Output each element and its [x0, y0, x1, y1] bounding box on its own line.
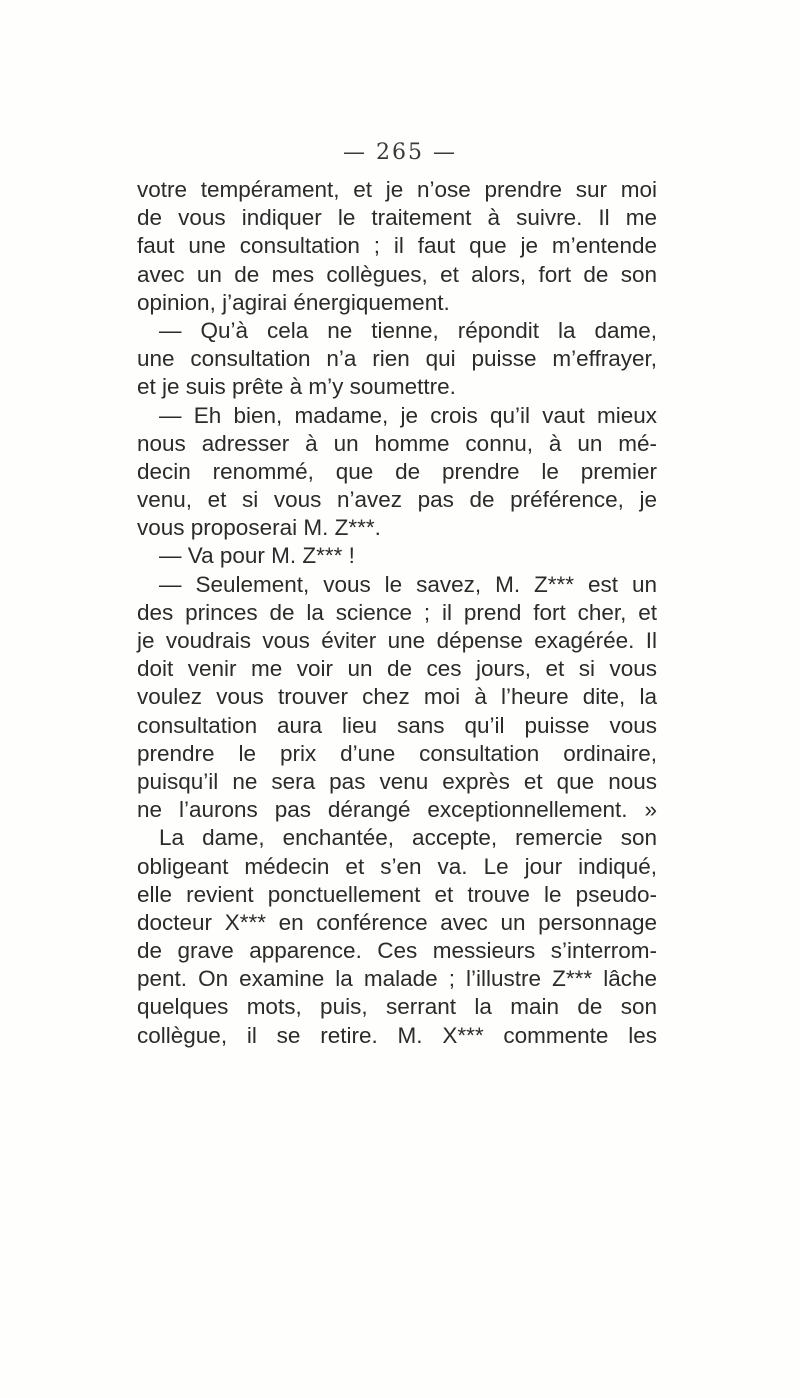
text-line: pent. On examine la malade ; l’illustre Z*** lâche [137, 966, 657, 992]
text-line: venu, et si vous n’avez pas de préférence, je [137, 487, 657, 513]
text-line: doit venir me voir un de ces jours, et si vous [137, 656, 657, 682]
text-line: et je suis prête à m’y soumettre. [137, 374, 456, 400]
text-line: quelques mots, puis, serrant la main de son [137, 994, 657, 1020]
text-line: ne l’aurons pas dérangé exceptionnellement. » [137, 797, 657, 823]
text-line: — Qu’à cela ne tienne, répondit la dame, [159, 317, 657, 343]
text-line: puisqu’il ne sera pas venu exprès et que nous [137, 768, 657, 794]
text-line: voulez vous trouver chez moi à l’heure dite, la [137, 684, 657, 710]
body-text [137, 176, 657, 1050]
text-line: — Seulement, vous le savez, M. Z*** est un [159, 571, 657, 597]
text-line: une consultation n’a rien qui puisse m’effrayer, [137, 346, 657, 372]
text-line: opinion, j’agirai énergiquement. [137, 289, 450, 315]
text-line: avec un de mes collègues, et alors, fort de son [137, 261, 657, 287]
text-line: — Va pour M. Z*** ! [159, 543, 355, 569]
text-line: des princes de la science ; il prend fort cher, et [137, 599, 657, 625]
text-line: consultation aura lieu sans qu’il puisse vous [137, 712, 657, 738]
text-line: faut une consultation ; il faut que je m’entende [137, 233, 657, 259]
page-number: — 265 — [343, 140, 457, 165]
text-line: collègue, il se retire. M. X*** commente les [137, 1022, 657, 1048]
text-line: La dame, enchantée, accepte, remercie son [159, 825, 657, 851]
text-line: de vous indiquer le traitement à suivre. Il me [137, 205, 657, 231]
text-line: vous proposerai M. Z***. [137, 515, 381, 541]
text-line: elle revient ponctuellement et trouve le pseudo- [137, 881, 657, 907]
text-line: decin renommé, que de prendre le premier [137, 458, 657, 484]
text-line: — Eh bien, madame, je crois qu’il vaut mieux [159, 402, 657, 428]
text-line: je voudrais vous éviter une dépense exagérée. Il [137, 628, 657, 653]
text-line: de grave apparence. Ces messieurs s’interrom- [137, 938, 657, 964]
text-line: obligeant médecin et s’en va. Le jour indiqué, [137, 853, 657, 879]
text-line: prendre le prix d’une consultation ordinaire, [137, 740, 657, 766]
text-line: votre tempérament, et je n’ose prendre sur moi [137, 177, 657, 202]
text-line: docteur X*** en conférence avec un personnage [137, 909, 657, 935]
text-line: nous adresser à un homme connu, à un mé- [137, 430, 657, 456]
